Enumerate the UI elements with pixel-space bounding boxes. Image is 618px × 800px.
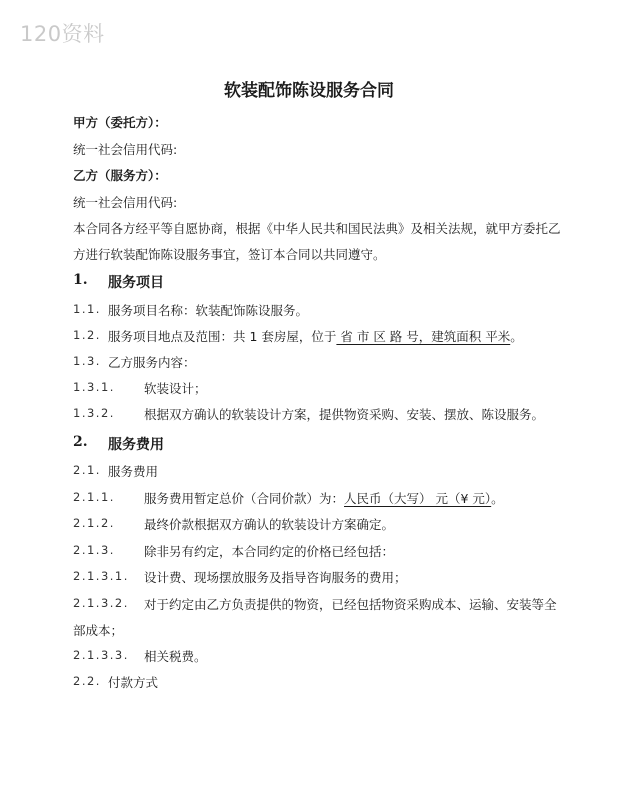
price-suffix: 。 bbox=[491, 491, 504, 506]
item-text: 服务项目名称：软装配饰陈设服务。 bbox=[108, 303, 309, 318]
item-text: 软装设计； bbox=[144, 381, 207, 396]
item-number: 2.1.3.1. bbox=[73, 569, 129, 583]
item-text: 付款方式 bbox=[108, 675, 159, 690]
location-suffix: 。 bbox=[510, 329, 523, 344]
intro-line-1: 本合同各方经平等自愿协商，根据《中华人民共和国民法典》及相关法规，就甲方委托乙 bbox=[73, 221, 561, 236]
item-text bbox=[144, 489, 504, 507]
item-number: 1.3.1. bbox=[73, 380, 115, 394]
section-2-title: 服务费用 bbox=[108, 437, 164, 453]
location-prefix: 服务项目地点及范围：共 1 套房屋，位于 bbox=[108, 329, 337, 344]
item-number: 1.3. bbox=[73, 354, 101, 368]
intro-line-2: 方进行软装配饰陈设服务事宜，签订本合同以共同遵守。 bbox=[73, 247, 386, 262]
party-a-credit-code: 统一社会信用代码: bbox=[73, 142, 178, 157]
item-text: 乙方服务内容： bbox=[108, 355, 196, 370]
item-text: 服务费用 bbox=[108, 464, 159, 479]
item-number: 2.1. bbox=[73, 463, 101, 477]
item-text: 除非另有约定，本合同约定的价格已经包括： bbox=[144, 544, 395, 559]
item-number: 1.3.2. bbox=[73, 406, 115, 420]
price-blank: 人民币（大写） 元（¥ 元） bbox=[344, 491, 492, 506]
item-number: 2.1.2. bbox=[73, 516, 115, 530]
item-number: 1.2. bbox=[73, 328, 101, 342]
item-text: 最终价款根据双方确认的软装设计方案确定。 bbox=[144, 517, 395, 532]
item-text bbox=[108, 327, 523, 345]
section-1-title: 服务项目 bbox=[108, 275, 164, 291]
party-a-label: 甲方（委托方）： bbox=[73, 115, 167, 130]
price-prefix: 服务费用暂定总价（合同价款）为： bbox=[144, 491, 345, 506]
item-number: 2.1.3.3. bbox=[73, 648, 129, 662]
item-text: 相关税费。 bbox=[144, 649, 207, 664]
item-number: 2.1.1. bbox=[73, 490, 115, 504]
item-number: 2.1.3. bbox=[73, 543, 115, 557]
party-b-label: 乙方（服务方）： bbox=[73, 168, 167, 183]
document-title: 软装配饰陈设服务合同 bbox=[224, 81, 394, 101]
party-b-credit-code: 统一社会信用代码: bbox=[73, 195, 178, 210]
item-number: 1.1. bbox=[73, 302, 101, 316]
item-text: 对于约定由乙方负责提供的物资，已经包括物资采购成本、运输、安装等全 bbox=[144, 597, 557, 612]
watermark: 120资料 bbox=[20, 22, 105, 46]
location-blank: 省 市 区 路 号，建筑面积 平米 bbox=[336, 329, 511, 344]
item-number: 2.1.3.2. bbox=[73, 596, 129, 610]
section-1-number: 1. bbox=[73, 272, 88, 288]
item-text: 设计费、现场摆放服务及指导咨询服务的费用； bbox=[144, 570, 407, 585]
item-text: 根据双方确认的软装设计方案，提供物资采购、安装、摆放、陈设服务。 bbox=[144, 407, 545, 422]
section-2-number: 2. bbox=[73, 434, 88, 450]
item-text-continuation: 部成本； bbox=[73, 623, 124, 638]
item-number: 2.2. bbox=[73, 674, 101, 688]
